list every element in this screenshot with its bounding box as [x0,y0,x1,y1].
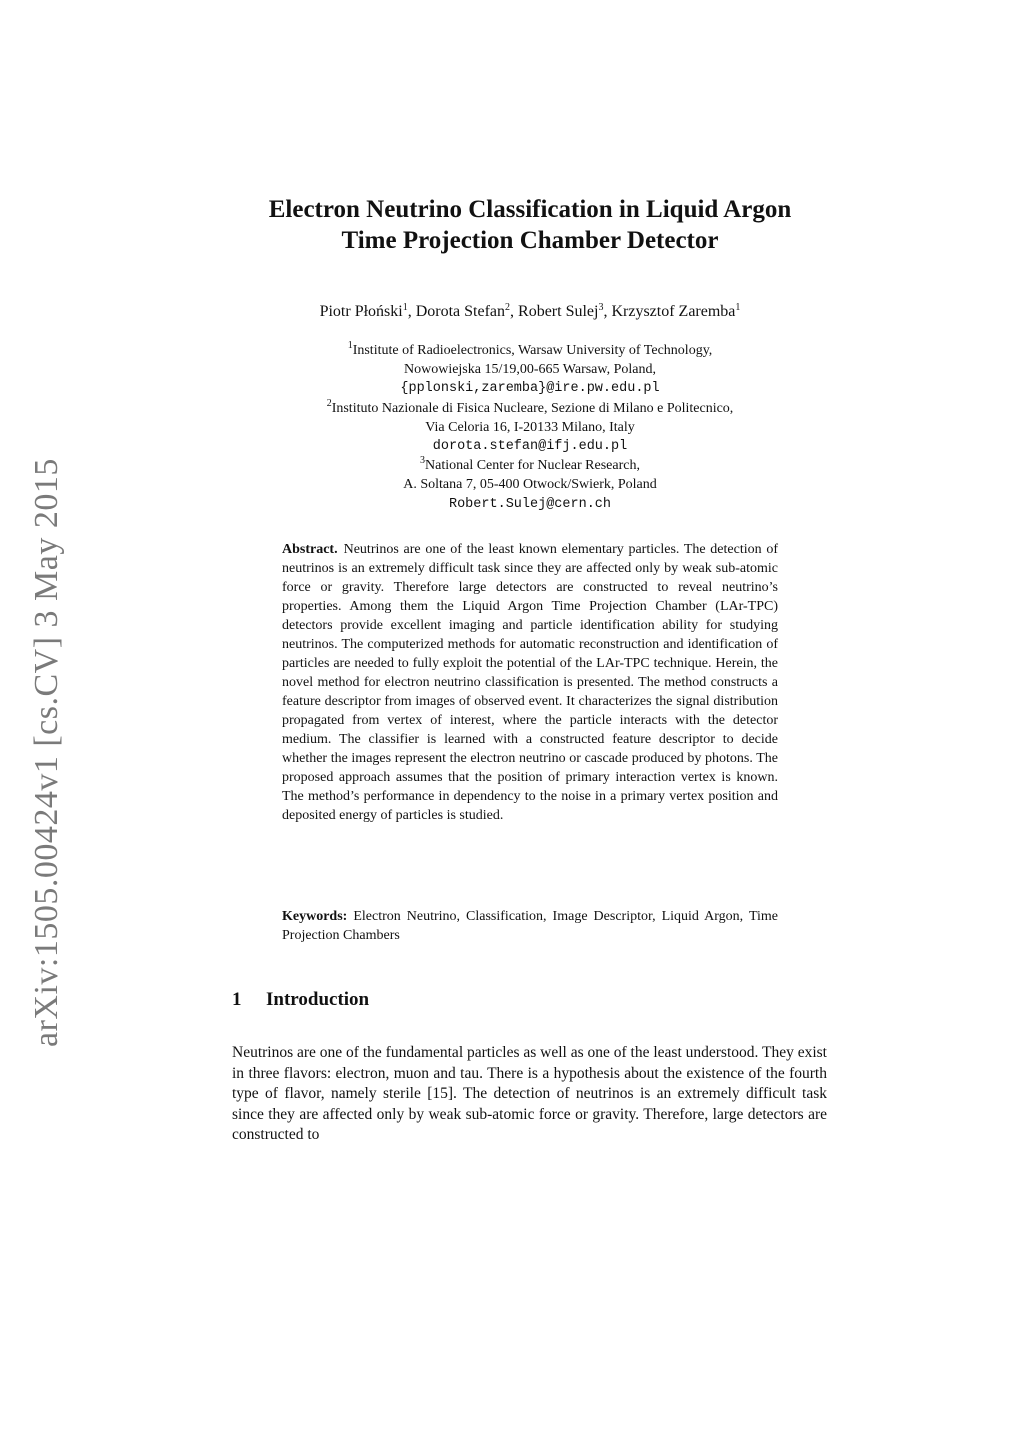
section-title: Introduction [266,989,370,1010]
arxiv-identifier: arXiv:1505.00424v1 [cs.CV] 3 May 2015 [28,458,65,1047]
author-separator: , [407,303,416,320]
author-separator: , [510,303,519,320]
author-name: Piotr Płoński [319,303,403,320]
affiliation-email: {pplonski,zaremba}@ire.pw.edu.pl [400,381,660,397]
keywords-text: Electron Neutrino, Classification, Image Descriptor, Liquid Argon, Time Projection Chambers [282,909,778,943]
author-affiliation-mark: 3 [598,302,604,313]
affiliation-institution [200,456,860,475]
author-name: Dorota Stefan [415,303,506,320]
author-affiliation-mark: 2 [505,302,511,313]
affiliation-block [200,341,860,514]
keywords [282,907,778,945]
author [320,303,416,320]
affiliation-institution-text: Institute of Radioelectronics, Warsaw University of Technology, [352,343,713,358]
affiliation-address: A. Soltana 7, 05-400 Otwock/Swierk, Poland [403,477,657,493]
section-heading [232,988,632,1012]
affiliation-institution-text: National Center for Nuclear Research, [425,458,640,474]
author-separator: , [603,303,612,320]
affiliation-mark: 2 [326,397,332,409]
abstract-text: Neutrinos are one of the least known elementary particles. The detection of neutrinos is an extremely difficult task since they are affected only by weak sub-atomic force or gravity. Therefore large detectors are constructed to reveal neutrino’s properties. Among them the Liquid Argon Time Projection Chamber (LAr-TPC) detectors provide excellent imaging and particle identification ability for studying neutrinos. The computerized methods for automatic reconstruction and identification of particles are needed to fully exploit the potential of the LAr-TPC technique. Herein, the novel method for electron neutrino classification is presented. The method constructs a feature descriptor from images of observed event. It characterizes the signal distribution propagated from vertex of interest, where the particle interacts with the detector medium. The classifier is learned with a constructed feature descriptor to decide whether the images represent the electron neutrino or cascade produced by photons. The proposed approach assumes that the position of primary interaction vertex is known. The method’s performance in dependency to the noise in a primary vertex position and deposited energy of particles is studied. [282,542,778,823]
author [611,303,740,320]
section-number: 1 [232,989,242,1010]
author-affiliation-mark: 1 [735,302,741,313]
affiliation-email: Robert.Sulej@cern.ch [448,496,612,512]
author-name: Krzysztof Zaremba [611,303,736,320]
author-name: Robert Sulej [518,303,599,320]
author [518,303,611,320]
affiliation-email: dorota.stefan@ifj.edu.pl [432,439,628,455]
keywords-label: Keywords: [282,909,348,924]
author-list [200,302,860,322]
introduction-paragraph: Neutrinos are one of the fundamental particles as well as one of the least understood. They exist in three flavors: electron, muon and tau. There is a hypothesis about the existence of the fourth type of flavor, namely sterile [15]. The detection of neutrinos is an extremely difficult task since they are affected only by weak sub-atomic force or gravity. Therefore, large detectors are constructed to [232,1044,827,1143]
affiliation-mark: 3 [420,455,426,467]
paper-title [200,194,860,256]
title-line-1: Electron Neutrino Classification in Liquid Argon [268,196,792,223]
affiliation-mark: 1 [347,340,353,351]
affiliation-address: Nowowiejska 15/19,00-665 Warsaw, Poland, [403,362,656,378]
abstract [282,540,778,825]
title-line-2: Time Projection Chamber Detector [341,227,719,254]
affiliation-institution [200,341,860,360]
author [416,303,518,320]
affiliation-institution [200,399,860,418]
author-affiliation-mark: 1 [402,302,408,313]
affiliation-address: Via Celoria 16, I-20133 Milano, Italy [425,419,635,435]
abstract-label: Abstract. [282,542,338,557]
affiliation-institution-text: Instituto Nazionale di Fisica Nucleare, Sezione di Milano e Politecnico, [331,400,734,416]
